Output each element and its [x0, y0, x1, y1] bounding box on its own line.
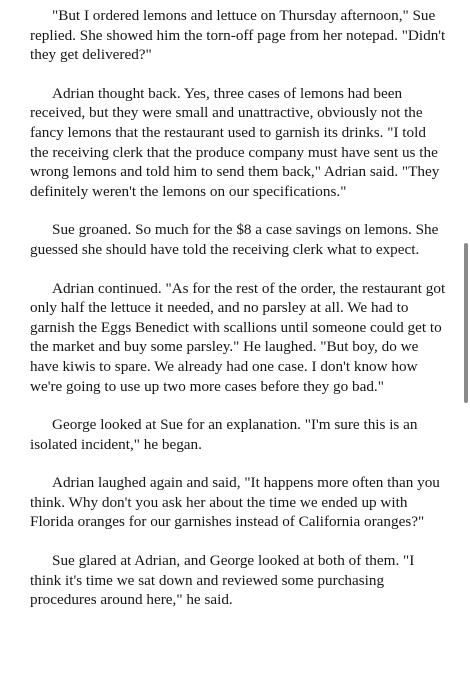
story-text	[30, 6, 448, 629]
paragraph-2: Adrian thought back. Yes, three cases of lemons had been received, but they were small and unattractive, obviously not the fancy lemons that the restaurant used to garnish its drinks. "I told the receiving clerk that the produce company must have sent us the wrong lemons and told him to send them back," Adrian said. "They definitely weren't the lemons on our specifications."	[30, 84, 440, 200]
paragraph-5: George looked at Sue for an explanation. "I'm sure this is an isolated incident," he began.	[30, 416, 418, 453]
paragraph-7: Sue glared at Adrian, and George looked at both of them. "I think it's time we sat down and reviewed some purchasing procedures around here," he said.	[30, 552, 415, 609]
paragraph-3: Sue groaned. So much for the $8 a case savings on lemons. She guessed she should have told the receiving clerk what to expect.	[30, 221, 439, 258]
paragraph-1: "But I ordered lemons and lettuce on Thursday afternoon," Sue replied. She showed him the torn-off page from her notepad. "Didn't they get delivered?"	[30, 7, 446, 64]
paragraph-4: Adrian continued. "As for the rest of the order, the restaurant got only half the lettuce it needed, and no parsley at all. We had to garnish the Eggs Benedict with scallions until someone could get to the market and buy some parsley." He laughed. "But boy, do we have kiwis to spare. We already had one case. I don't know how we're going to use up two more cases before they go bad."	[30, 279, 446, 395]
scrollbar-thumb[interactable]	[464, 243, 468, 403]
paragraph-6: Adrian laughed again and said, "It happens more often than you think. Why don't you ask her about the time we ended up with Florida oranges for our garnishes instead of California oranges?"	[30, 474, 440, 531]
